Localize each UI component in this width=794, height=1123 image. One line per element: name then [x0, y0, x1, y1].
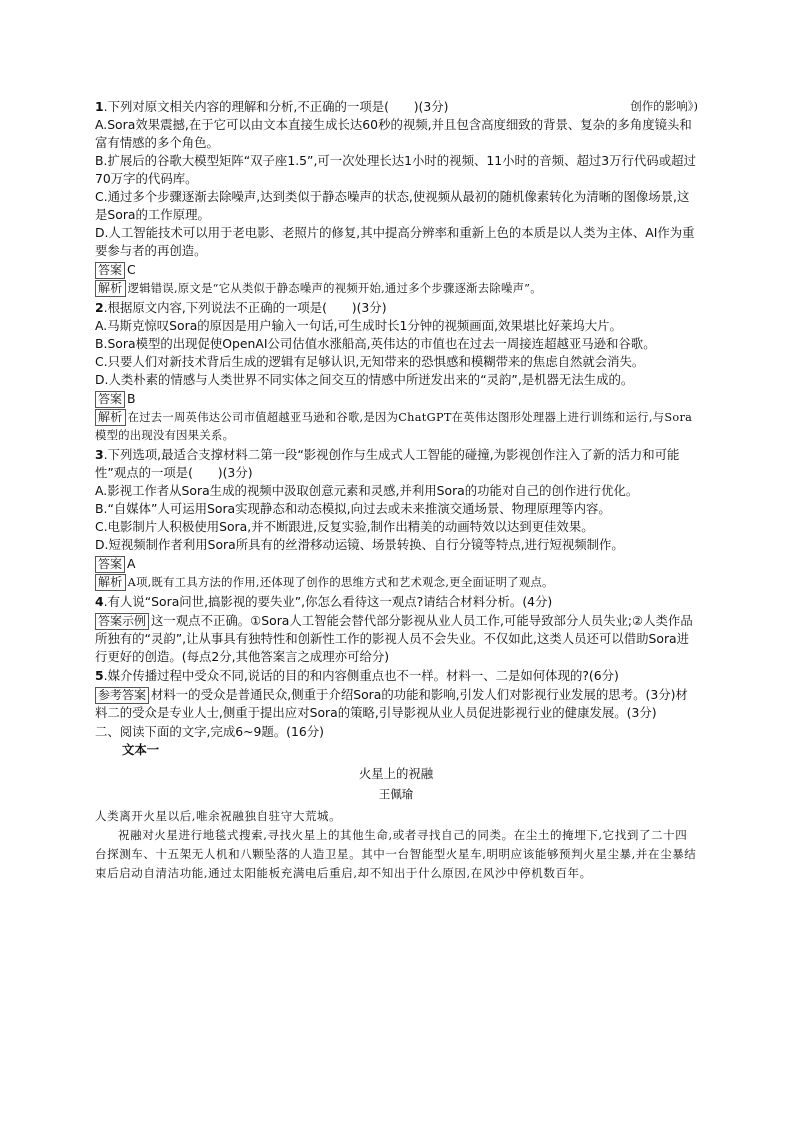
question-stem: [95, 593, 697, 611]
question-stem: [95, 667, 697, 685]
text-label: 文本一: [122, 742, 160, 757]
option-b: B.“自媒体”人可运用Sora实现静态和动态模拟,向过去或未来推演交通场景、物理原理等内容。: [95, 501, 611, 516]
answer-line: [95, 390, 697, 408]
story-title: 火星上的祝融: [358, 766, 434, 781]
option-a: A.Sora效果震撼,在于它可以由文本直接生成长达60秒的视频,并且包含高度细致的背景、复杂的多角度镜头和富有情感的多个角色。: [95, 117, 692, 150]
option-b: B.Sora模型的出现促使OpenAI公司估值水涨船高,英伟达的市值也在过去一周接连超越亚马逊和谷歌。: [95, 336, 656, 351]
option-c: C.通过多个步骤逐渐去除噪声,达到类似于静态噪声的状态,使视频从最初的随机像素转化为清晰的图像场景,这是Sora的工作原理。: [95, 189, 690, 222]
answer-tag: 答案: [95, 556, 125, 573]
header-continuation: 创作的影响》): [630, 99, 698, 113]
option-d: D.人类朴素的情感与人类世界不同实体之间交互的情感中所迸发出来的“灵韵”,是机器无法生成的。: [95, 372, 634, 387]
answer-tag: 答案: [95, 391, 125, 408]
section-heading: 二、阅读下面的文字,完成6~9题。(16分): [95, 724, 324, 739]
question-text: .下列选项,最适合支撑材料二第一段“影视创作与生成式人工智能的碰撞,为影视创作注入了新的活力和可能性”观点的一项是( )(3分): [95, 447, 680, 480]
question-text: .媒介传播过程中受众不同,说话的目的和内容侧重点也不一样。材料一、二是如何体现的?(6分): [103, 668, 619, 683]
option-a: A.马斯克惊叹Sora的原因是用户输入一句话,可生成时长1分钟的视频画面,效果堪比好莱坞大片。: [95, 318, 622, 333]
answer-value: C: [127, 262, 136, 277]
answer-line: [95, 555, 697, 573]
option-c: C.只要人们对新技术背后生成的逻辑有足够认识,无知带来的恐惧感和模糊带来的焦虑自然就会消失。: [95, 354, 645, 369]
answer-line: [95, 261, 697, 279]
question-number: 2: [95, 300, 104, 315]
analysis-text: 在过去一周英伟达公司市值超越亚马逊和谷歌,是因为ChatGPT在英伟达图形处理器上进行训练和运行,与Sora模型的出现没有因果关系。: [95, 411, 693, 442]
option-a: A.影视工作者从Sora生成的视频中汲取创意元素和灵感,并利用Sora的功能对自己的创作进行优化。: [95, 483, 639, 498]
answer-line: [95, 612, 697, 666]
question-number: 4: [95, 594, 104, 609]
question-text: .根据原文内容,下列说法不正确的一项是( )(3分): [103, 300, 387, 315]
question-number: 5: [95, 668, 104, 683]
option-c: C.电影制片人积极使用Sora,并不断跟进,反复实验,制作出精美的动画特效以达到更佳效果。: [95, 519, 594, 534]
analysis-text: A项,既有工具方法的作用,还体现了创作的思维方式和艺术观念,更全面证明了观点。: [127, 576, 554, 589]
option-d: D.短视频制作者利用Sora所具有的丝滑移动运镜、场景转换、自行分镜等特点,进行短视频制作。: [95, 537, 624, 552]
answer-tag: 参考答案: [95, 687, 149, 704]
analysis-line: [95, 574, 697, 592]
question-1: [95, 98, 697, 298]
question-text: .下列对原文相关内容的理解和分析,不正确的一项是( )(3分): [103, 99, 449, 114]
answer-text: 材料一的受众是普通民众,侧重于介绍Sora的功能和影响,引发人们对影视行业发展的思考。(3分)材料二的受众是专业人士,侧重于提出应对Sora的策略,引导影视从业人员促进影视行业的健康发展。(3分): [95, 687, 688, 720]
question-5: [95, 667, 697, 722]
question-2: [95, 299, 697, 445]
question-4: [95, 593, 697, 666]
analysis-line: [95, 280, 697, 298]
question-stem: [95, 299, 697, 317]
answer-tag: 答案: [95, 262, 125, 279]
option-d: D.人工智能技术可以用于老电影、老照片的修复,其中提高分辨率和重新上色的本质是以人类为主体、AI作为重要参与者的再创造。: [95, 225, 695, 258]
option-b: B.扩展后的谷歌大模型矩阵“双子座1.5”,可一次处理长达1小时的视频、11小时的音频、超过3万行代码或超过70万字的代码库。: [95, 153, 696, 186]
story-paragraph: 人类离开火星以后,唯余祝融独自驻守大荒城。: [95, 809, 342, 823]
analysis-text: 逻辑错误,原文是“它从类似于静态噪声的视频开始,通过多个步骤逐渐去除噪声”。: [127, 282, 542, 295]
question-3: [95, 446, 697, 592]
analysis-tag: 解析: [95, 280, 126, 297]
question-number: 1: [95, 99, 104, 114]
analysis-tag: 解析: [95, 574, 126, 591]
answer-value: A: [127, 556, 136, 571]
main-content: [95, 98, 697, 883]
question-number: 3: [95, 447, 104, 462]
question-stem: [95, 446, 697, 482]
analysis-line: [95, 409, 697, 445]
answer-tag: 答案示例: [95, 613, 149, 630]
answer-text: 这一观点不正确。①Sora人工智能会替代部分影视从业人员工作,可能导致部分人员失业;②人类作品所独有的“灵韵”,让从事具有独特性和创新性工作的影视人员不会失业。不仅如此,这类人员还可以借助Sora进行更好的创造。(每点2分,其他答案言之成理亦可给分): [95, 613, 693, 664]
story-paragraph: 祝融对火星进行地毯式搜索,寻找火星上的其他生命,或者寻找自己的同类。在尘土的掩埋下,它找到了二十四台探测车、十五架无人机和八颗坠落的人造卫星。其中一台智能型火星车,明明应该能够预判火星尘暴,并在尘暴结束后启动自清洁功能,通过太阳能板充满电后重启,却不知出于什么原因,在风沙中停机数百年。: [95, 828, 697, 880]
answer-value: B: [127, 391, 136, 406]
analysis-tag: 解析: [95, 409, 126, 426]
answer-line: [95, 686, 697, 722]
story-author: 王佩瑜: [378, 787, 414, 801]
question-stem: [95, 98, 697, 116]
question-text: .有人说“Sora问世,搞影视的要失业”,你怎么看待这一观点?请结合材料分析。(4分): [103, 594, 553, 609]
